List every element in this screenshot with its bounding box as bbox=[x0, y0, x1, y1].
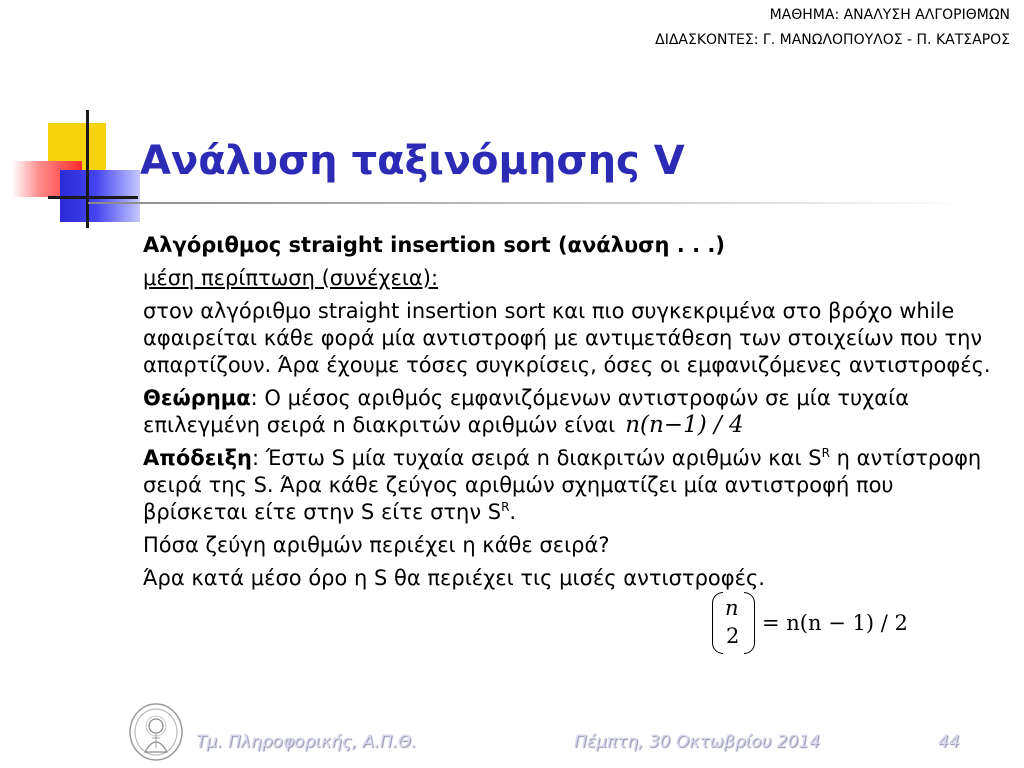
binom-result: = n(n − 1) / 2 bbox=[762, 611, 908, 635]
course-name: ΜΑΘΗΜΑ: ΑΝΑΛΥΣΗ ΑΛΓΟΡΙΘΜΩΝ bbox=[769, 7, 1010, 23]
binom-top: n bbox=[725, 596, 739, 620]
footer-date: Πέμπτη, 30 Οκτωβρίου 2014 bbox=[574, 732, 821, 752]
content-subheading: μέση περίπτωση (συνέχεια): bbox=[143, 266, 439, 290]
binom-left-paren bbox=[712, 592, 723, 654]
decor-horizontal-line bbox=[48, 196, 138, 199]
decor-vertical-line bbox=[86, 110, 89, 228]
footer-department: Τμ. Πληροφορικής, Α.Π.Θ. bbox=[196, 732, 417, 752]
slide-content bbox=[143, 232, 1003, 598]
proof-text-1: : Έστω S μία τυχαία σειρά n διακριτών αριθμών και S bbox=[251, 446, 822, 470]
binom-bottom: 2 bbox=[726, 624, 740, 648]
theorem-paragraph bbox=[143, 385, 1003, 439]
proof-superscript-2: R bbox=[501, 500, 510, 514]
content-heading: Αλγόριθμος straight insertion sort (ανάλυση . . .) bbox=[143, 233, 725, 257]
question-paragraph: Πόσα ζεύγη αριθμών περιέχει η κάθε σειρά? bbox=[143, 533, 610, 557]
binomial-formula bbox=[712, 592, 908, 656]
proof-label: Απόδειξη bbox=[143, 446, 252, 470]
conclusion-paragraph: Άρα κατά μέσο όρο η S θα περιέχει τις μισές αντιστροφές. bbox=[143, 566, 765, 590]
instructors-line: ΔΙΔΑΣΚΟΝΤΕΣ: Γ. ΜΑΝΩΛΟΠΟΥΛΟΣ - Π. ΚΑΤΣΑΡΟΣ bbox=[655, 32, 1010, 48]
theorem-text: : Ο μέσος αριθμός εμφανιζόμενων αντιστροφών σε μία τυχαία επιλεγμένη σειρά n διακριτών αριθμών είναι bbox=[143, 386, 910, 437]
title-underline bbox=[88, 202, 968, 204]
proof-superscript-1: R bbox=[821, 446, 830, 460]
slide-title: Ανάλυση ταξινόμησης V bbox=[140, 138, 685, 184]
binom-right-paren bbox=[744, 592, 755, 654]
paragraph-inversions: στον αλγόριθμο straight insertion sort και πιο συγκεκριμένα στο βρόχο while αφαιρείται κάθε φορά μία αντιστροφή με αντιμετάθεση των στοιχείων που την απαρτίζουν. Άρα έχουμε τόσες συγκρίσεις, όσες οι εμφανιζόμενες αντιστροφές. bbox=[143, 299, 991, 377]
theorem-label: Θεώρημα bbox=[143, 386, 251, 410]
proof-text-3: . bbox=[509, 500, 517, 524]
footer-page-number: 44 bbox=[938, 732, 960, 752]
proof-paragraph bbox=[143, 445, 1003, 526]
university-seal-icon bbox=[128, 702, 184, 762]
theorem-formula: n(n−1) / 4 bbox=[625, 412, 744, 438]
proof-text-2: η αντίστροφη σειρά της S. Άρα κάθε ζεύγος αριθμών σχηματίζει μία αντιστροφή που βρίσκεται είτε στην S είτε στην S bbox=[143, 446, 982, 524]
